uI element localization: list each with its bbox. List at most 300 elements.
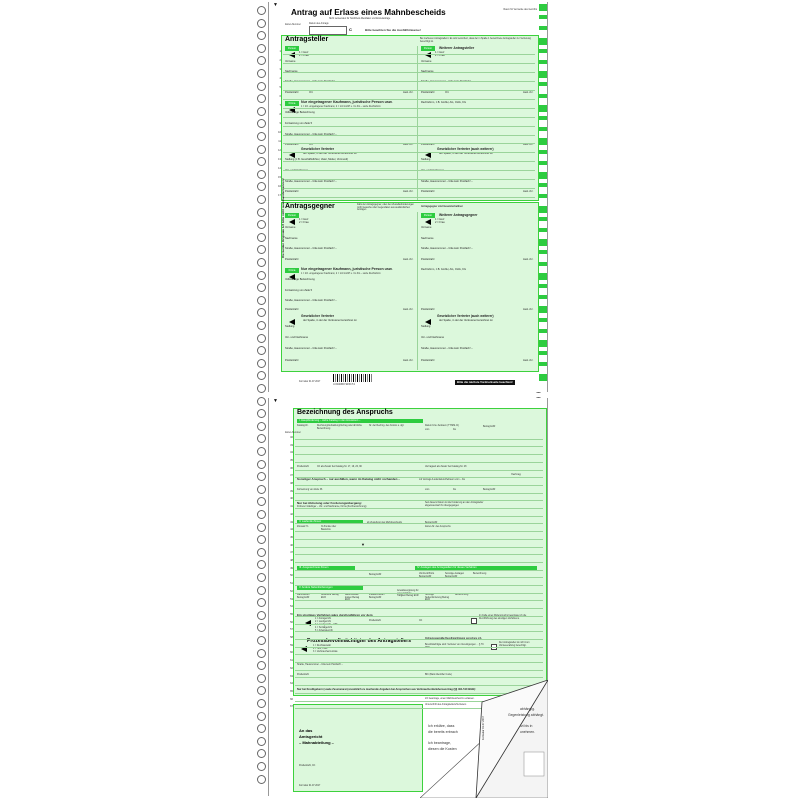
- strip-marker: [539, 49, 547, 53]
- strip-marker: [539, 306, 547, 313]
- ausl-kz-label-3: Ausl.-Kz.: [403, 143, 414, 146]
- strip-marker: [539, 374, 547, 381]
- herr-option: 1 = Herr: [299, 51, 309, 54]
- gesetzlicher-heading-2: Gesetzlicher Vertreter: [301, 314, 334, 318]
- form-row-line: [295, 670, 543, 671]
- an-das: An das: [299, 728, 313, 733]
- katalog-label: Katalog-Nr.: [297, 425, 309, 427]
- form-row-line: [295, 454, 543, 455]
- row-number: 46: [290, 543, 293, 547]
- row-number: 60: [290, 651, 293, 655]
- vom-label-2: vom: [425, 489, 430, 491]
- form-row-line: [295, 508, 543, 509]
- form-row-line: [283, 108, 535, 109]
- strip-marker: [539, 94, 547, 98]
- row-number: 61: [290, 659, 293, 663]
- form-row-line: [283, 81, 535, 82]
- row-number: 58: [290, 636, 293, 640]
- vordruck-label: Vordruck/Porto Betrag EUR: [419, 573, 435, 578]
- ausl-kz-label-7: Ausl.-Kz.: [403, 258, 414, 261]
- ausgerechnet-betrag: Betrag EUR: [369, 574, 382, 576]
- form-row-line: [283, 179, 535, 180]
- betrag-label-2: Betrag EUR: [483, 489, 496, 491]
- sonstiger-heading: Sonstiger Anspruch – nur ausfüllen, wenn im Katalog nicht vorhanden –: [297, 477, 400, 481]
- nachname-label-3: Nachname: [285, 237, 298, 240]
- perforation-hole: [257, 762, 266, 771]
- row-number: 54: [290, 605, 293, 609]
- perforation-hole: [257, 182, 266, 191]
- person-tag-4: Person: [421, 213, 435, 218]
- form-number: Formular 01.07.2017: [299, 381, 321, 383]
- perforation-hole: [257, 258, 266, 267]
- strip-marker: [539, 116, 547, 120]
- gesamtschuldner-label: Antragsgegner sind Gesamtschuldner: [421, 206, 463, 208]
- plz-label-12: Postleitzahl: [421, 359, 435, 362]
- form-row-line: [283, 143, 535, 144]
- row-number: 62: [290, 666, 293, 670]
- perforation-hole: [257, 460, 266, 469]
- strip-marker: [539, 284, 547, 288]
- fortsetzung-36-label: Fortsetzung von Zeile 36: [297, 489, 323, 491]
- strip-marker: [539, 4, 547, 11]
- pointer-triangle-icon-6: [289, 219, 295, 225]
- rechtsform-label: Rechtsform, z.B. GmbH, AG, OHG, KG: [421, 101, 466, 104]
- row-number: 59: [290, 643, 293, 647]
- strasse-label-7: Straße, Hausnummer – bitte kein Postfach! –: [421, 247, 473, 250]
- perforation-hole: [257, 535, 266, 544]
- ausfuell-hint: Bitte beachten Sie die Ausfüllhinweise!: [365, 28, 421, 32]
- pointer-triangle-icon-7: [425, 219, 431, 225]
- row-number: 3: [279, 68, 281, 72]
- row-number: 67: [290, 705, 293, 709]
- row-number: 55: [290, 612, 293, 616]
- row-number: 44: [290, 528, 293, 532]
- weiterer-antragsgegner: Weiterer Antragsgegner: [439, 213, 478, 217]
- ausl-kz-label-4: Ausl.-Kz.: [523, 143, 534, 146]
- strip-marker: [539, 340, 547, 347]
- perforation-hole: [257, 31, 266, 40]
- zinsen-ab-label: ab Zustellung des Mahnbescheids: [367, 522, 402, 524]
- gesetzlicher-heading: Gesetzlicher Vertreter: [301, 147, 334, 151]
- row-number: 16: [278, 184, 281, 188]
- anspruch-heading: Bezeichnung des Anspruchs: [297, 409, 393, 416]
- strip-marker: [539, 250, 547, 254]
- curl-back-2: Gegenleistung abhängt.: [508, 713, 545, 717]
- perforation-hole: [257, 422, 266, 431]
- vom-label: vom: [425, 429, 430, 431]
- ort-label: Ort: [309, 91, 313, 94]
- der-spalte-label-3: der Spalte, in der der Vertretene bezeichnet ist: [303, 319, 357, 322]
- bevollmaechtigter-heading: Prozessbevollmächtigter des Antragstellers: [307, 638, 412, 644]
- form-row-line: [283, 188, 535, 189]
- mahnkosten-label: Mahnkosten Betrag EUR: [297, 594, 310, 599]
- arrow-down-icon-2: ▼: [273, 398, 278, 404]
- row-number: 32: [290, 435, 293, 439]
- perforation-hole: [257, 497, 266, 506]
- strip-marker: [539, 362, 547, 366]
- vollstaendige-label: Vollständige Bezeichnung: [285, 111, 315, 114]
- perforation-hole: [257, 447, 266, 456]
- strip-marker: [539, 26, 547, 30]
- strip-marker: [539, 150, 547, 154]
- perforation-hole: [257, 724, 266, 733]
- strip-marker: [539, 82, 547, 86]
- form-row-line: [283, 54, 535, 55]
- plz-label: Postleitzahl: [285, 91, 299, 94]
- row-number: 38: [290, 482, 293, 486]
- curl-back-3: tzt bis in: [520, 724, 533, 728]
- antragsgegner-hint: Falls der Antragsgegner, oder den Zustellanforderungen nicht Gewerbe oder Gegendaten aus ausländischen Anträgen: [357, 204, 414, 212]
- abtretung-heading: Nur bei Abtretung oder Forderungsübergang:: [297, 501, 362, 505]
- row-number: 35: [290, 458, 293, 462]
- perforation-hole: [257, 649, 266, 658]
- form-row-line: [295, 624, 543, 625]
- row-number: 66: [290, 697, 293, 701]
- bezeichnung-label: Bezeichnung: [473, 573, 487, 575]
- perforation-hole: [257, 674, 266, 683]
- vorname-label-4: Vorname: [421, 226, 432, 229]
- plz-label-s2: Postleitzahl: [297, 674, 309, 676]
- form-row-line: [283, 117, 535, 118]
- frau-option: 2 = Frau: [299, 54, 309, 57]
- vorname-label-3: Vorname: [285, 226, 296, 229]
- person-tag: Person: [285, 46, 299, 51]
- arrow-down-icon-3: ▼: [361, 542, 365, 547]
- frueherer-label: Früherer Gläubiger – Vor- und Nachname, Firma (Kurzbezeichnung): [297, 506, 367, 508]
- bankruecklast-label: Bankrücklast-kosten Betrag EUR: [345, 594, 360, 602]
- ort-label-s2: Ort: [419, 620, 423, 622]
- seit-label: Seit diesem Datum ist die Forderung an den Antragsteller abgetreten/auf ihn übergegangen: [425, 502, 484, 507]
- strasse-label-4: Straße, Hausnummer – bitte kein Postfach! –: [285, 180, 337, 183]
- ort-label-3: Ort: [309, 143, 313, 146]
- row-number: 52: [290, 589, 293, 593]
- row-number: 64: [290, 682, 293, 686]
- perforation-hole: [257, 132, 266, 141]
- streitiges-heading: Ein streitiges Verfahren wäre durchzuführen vor dem: [297, 613, 373, 617]
- pointer-triangle-icon: [289, 52, 295, 58]
- form-row-line: [283, 152, 535, 153]
- strip-marker: [539, 161, 547, 165]
- subtitle: Nicht verwenden für Nordrhein-Westfalen und Einzelanträge: [329, 18, 391, 20]
- perforation-hole: [257, 233, 266, 242]
- plz-label-7: Postleitzahl: [285, 258, 299, 261]
- strip-marker: [539, 295, 547, 299]
- curl-text-1: Ich erkläre, dass: [428, 724, 455, 728]
- court-notes-label: Raum für Vermerke des Gerichts: [503, 9, 537, 11]
- stellung-label-3: Stellung: [285, 325, 295, 328]
- firma-tag-2: Firma: [285, 268, 299, 273]
- plz-label-8: Postleitzahl: [421, 258, 435, 261]
- antragsgegner-heading: Antragsgegner: [285, 203, 335, 210]
- perforation-hole: [257, 485, 266, 494]
- nr-label: Nr. der Rechng. des Kontos u. dgl.: [369, 425, 405, 427]
- strip-marker: [539, 262, 547, 266]
- ausl-kz-label-12: Ausl.-Kz.: [523, 359, 534, 362]
- row-number: 53: [290, 597, 293, 601]
- form-row-line: [295, 547, 543, 548]
- sozialgericht-option: 4 = Sozialgericht: [315, 627, 333, 629]
- form-row-line: [295, 516, 543, 517]
- strip-marker: [539, 329, 547, 333]
- curl-text-3: Ich beantrage,: [428, 741, 451, 745]
- strasse-label-6: Straße, Hausnummer – bitte kein Postfach! –: [285, 247, 337, 250]
- row-number: 45: [290, 535, 293, 539]
- perforation-hole: [257, 107, 266, 116]
- form-number-2: Formular 01.07.2017: [299, 785, 321, 787]
- strip-marker: [539, 60, 547, 64]
- verbraucherzentrale-option: 3 = Verbraucherzentrale: [313, 651, 338, 653]
- row-number: 51: [290, 582, 293, 586]
- pointer-triangle-icon-2: [425, 52, 431, 58]
- row-number: 14: [278, 166, 281, 170]
- firma-tag: Firma: [285, 101, 299, 106]
- perforation-hole: [257, 19, 266, 28]
- perforation-hole: [257, 44, 266, 53]
- perforation-hole: [257, 636, 266, 645]
- plz-label-10: Postleitzahl: [421, 308, 435, 311]
- plz-label-5: Postleitzahl: [285, 190, 299, 193]
- form-row-line: [283, 99, 535, 100]
- form-row-line: [295, 608, 543, 609]
- strasse-label-10: Straße, Hausnummer – bitte kein Postfach! –: [421, 347, 473, 350]
- ort-label-2: Ort: [445, 91, 449, 94]
- form-row-line: [295, 477, 543, 478]
- ordnungs-text: Ordnungsgemäße Bevollmächtigung versichere ich.: [425, 638, 482, 640]
- sonstiger-note: mit Vertrags-/Lieferdatum/Zeitraum vom – bis: [419, 479, 465, 481]
- row-number: 43: [290, 520, 293, 524]
- row-number: 56: [290, 620, 293, 624]
- row-number: 57: [290, 628, 293, 632]
- form-row-line: [283, 161, 535, 162]
- row-number: 41: [290, 505, 293, 509]
- zeilen-label-2: Zeilen-Nummer: [285, 432, 301, 434]
- plz-ort-label: Postleitzahl: [369, 620, 381, 622]
- plz-label-3: Postleitzahl: [285, 143, 299, 146]
- stellung-label-4: Stellung: [421, 325, 431, 328]
- strasse-label-s2: Straße, Hausnummer – bitte kein Postfach! –: [297, 664, 343, 666]
- row-number: 7: [279, 104, 281, 108]
- perforation-hole: [257, 308, 266, 317]
- perforation-hole: [257, 271, 266, 280]
- perforation-hole: [257, 409, 266, 418]
- perforation-hole: [257, 737, 266, 746]
- perforation-hole: [257, 119, 266, 128]
- form-row-line: [283, 170, 535, 171]
- row-number: 50: [290, 574, 293, 578]
- vor-nachname-label-2: Vor- und Nachname: [421, 169, 445, 172]
- perforation-hole: [257, 510, 266, 519]
- herr-option-3: 1 = Herr: [299, 218, 309, 221]
- der-spalte-label: der Spalte, in der der Vertretene bezeichnet ist: [303, 152, 357, 155]
- form-row-line: [295, 523, 543, 524]
- rechtsanwalt-option: 1 = Rechtsanwalt: [313, 645, 331, 647]
- perforation-hole: [257, 611, 266, 620]
- perforation-hole: [257, 82, 266, 91]
- row-number: 37: [290, 474, 293, 478]
- perforation-hole: [257, 346, 266, 355]
- curl-text-2: die bereits erbrach: [428, 730, 458, 734]
- row-number: 10: [278, 131, 281, 135]
- strip-marker: [539, 273, 547, 280]
- vertragsart-label: Vertragsart als Zusatz bei Katalog-Nr. 28: [425, 466, 467, 468]
- person-tag-3: Person: [285, 213, 299, 218]
- betrag-zins-label: Betrag EUR: [425, 522, 438, 524]
- strip-marker: [539, 194, 547, 198]
- page-title: Antrag auf Erlass eines Mahnbescheids: [291, 8, 446, 17]
- mehrere-hint: Bei mehreren Antragstellern: Es wird versichert, dass der in Spalte 1 bezeichnete Antragsteller zur Vertretung berechtigt ist.: [420, 38, 531, 43]
- row-number: 17: [278, 193, 281, 197]
- form-row-line: [295, 639, 543, 640]
- zeilen-label: Zeilen-Nummer: [285, 24, 301, 26]
- row-number: 48: [290, 559, 293, 563]
- arrow-down-icon: ▼: [273, 2, 278, 8]
- datum-label: Datum bzw. Zeitraum (TT.MM.JJ): [425, 425, 459, 427]
- der-spalte-label-4: der Spalte, in der der Vertretene bezeichnet ist: [439, 319, 493, 322]
- strip-marker: [539, 228, 547, 232]
- curl-back-4: unehmen.: [520, 730, 536, 734]
- vertrag-label: Vertrag: [511, 472, 521, 476]
- row-number: 5: [279, 86, 281, 90]
- form-row-line: [295, 500, 543, 501]
- rechtsform-note-2: 1 = Inh. eingetragener Kaufmann, 2 = mit GmbH u. Co KG – siehe Rechtsform: [301, 273, 381, 275]
- antragsteller-section: [281, 35, 539, 201]
- row-number: 2: [279, 59, 281, 63]
- section-hauptforderung: I. Hauptforderung – siehe Katalog in den Hinweisen –: [297, 419, 423, 423]
- bis-label: bis: [453, 429, 456, 431]
- form-row-line: [295, 631, 543, 632]
- strip-marker: [539, 105, 547, 112]
- arbeitsgericht-option: 5 = Arbeitsgericht: [315, 630, 333, 632]
- perforation-hole: [257, 472, 266, 481]
- row-number: 11: [278, 139, 281, 143]
- row-number: 42: [290, 512, 293, 516]
- vorname-label: Vorname: [285, 60, 296, 63]
- betrag-label: Betrag EUR: [483, 426, 496, 428]
- form-row-line: [295, 585, 543, 586]
- rechtsform-label-2: Rechtsform, z.B. GmbH, AG, OHG, KG: [421, 268, 466, 271]
- perforation-hole: [257, 749, 266, 758]
- der-spalte-label-2: der Spalte, in der der Vertretene bezeichnet ist: [439, 152, 493, 155]
- form-row-line: [295, 662, 543, 663]
- herr-option-4: 1 = Herr: [435, 218, 445, 221]
- prozentpunkte-label: %-Punkte über Basiszins: [321, 526, 337, 531]
- color-marker-strip: [539, 4, 547, 394]
- mahnabteilung-label: – Mahnabteilung –: [299, 740, 334, 745]
- ausl-kz-label-9: Ausl.-Kz.: [403, 308, 414, 311]
- ausl-kz-label-5: Ausl.-Kz.: [403, 190, 414, 193]
- strasse-label-5: Straße, Hausnummer – bitte kein Postfach! –: [421, 180, 473, 183]
- section-nebenforderungen: V. Andere Nebenforderungen: [297, 586, 363, 590]
- row-number: 33: [290, 443, 293, 447]
- strasse-label-8: Straße, Hausnummer – bitte kein Postfach! –: [285, 299, 337, 302]
- bis-label-2: bis: [453, 489, 456, 491]
- herr-option-2: 1 = Herr: [435, 51, 445, 54]
- date-field[interactable]: [309, 26, 347, 35]
- vorsteuer-text: Der Antragsteller ist nicht zum Vorsteuerabzug berechtigt.: [499, 642, 530, 647]
- strasse-label-2: Straße, Hausnummer – bitte kein Postfach! –: [421, 80, 473, 83]
- amtsgericht-label: Amtsgericht: [299, 734, 323, 739]
- strip-marker: [539, 71, 547, 78]
- section-zinsen: II. Laufende Zinsen: [297, 520, 363, 524]
- perforation-hole: [257, 321, 266, 330]
- form-row-line: [295, 600, 543, 601]
- perforation-hole: [257, 686, 266, 695]
- form-row-line: [283, 90, 535, 91]
- strip-marker: [539, 127, 547, 131]
- column-divider: [417, 212, 418, 370]
- row-number: 34: [290, 451, 293, 455]
- kaufmann-heading-2: Nur eingetragener Kaufmann, juristische Person usw.: [301, 267, 393, 271]
- perforation-hole: [257, 296, 266, 305]
- side-notice-1: Die beiden Originale 1/2 bitte nicht auseinandertrennen!: [281, 178, 285, 258]
- form-row-line: [283, 63, 535, 64]
- strip-marker: [539, 183, 547, 187]
- strasse-label-9: Straße, Hausnummer – bitte kein Postfach! –: [285, 347, 337, 350]
- amtsgericht-option: 1 = Amtsgericht: [315, 618, 331, 620]
- gesetzlicher-weiterer-heading: Gesetzlicher Vertreter (auch weiterer): [437, 147, 494, 151]
- form-row-line: [283, 72, 535, 73]
- form-row-line: [283, 135, 535, 136]
- landgericht-kfh-option: 3 = Landgericht – KfH: [315, 624, 338, 626]
- perforation-hole: [257, 220, 266, 229]
- fortsetzung-label: Fortsetzung von Zeile 5: [285, 122, 313, 125]
- form-row-line: [295, 446, 543, 447]
- strasse-label: Straße, Hausnummer – bitte kein Postfach! –: [285, 80, 337, 83]
- fortsetzung-label-2: Fortsetzung von Zeile 5: [285, 289, 313, 292]
- row-number: 39: [290, 489, 293, 493]
- bezeichnung-label-2: Bezeichnung: [455, 594, 469, 596]
- strip-marker: [539, 15, 547, 19]
- row-number: 8: [279, 113, 281, 117]
- form-row-line: [295, 485, 543, 486]
- ausl-kz-label-10: Ausl.-Kz.: [523, 308, 534, 311]
- form-row-line: [295, 570, 543, 571]
- perforation-hole: [257, 623, 266, 632]
- sonstige-auslagen-label: Sonstige Auslagen Betrag EUR: [445, 573, 465, 578]
- row-number: 40: [290, 497, 293, 501]
- perforation-hole: [257, 712, 266, 721]
- stellung-label: Stellung (z.B. Geschäftsführer, Vater, Mutter, Vormund): [285, 158, 349, 161]
- unterschrift-label: Unterschrift des Antragstellers/Vertreters: [425, 704, 467, 706]
- barcode-number: 4 004360 915174: [333, 382, 355, 386]
- plz-label-4: Postleitzahl: [421, 143, 435, 146]
- nachname-label: Nachname: [285, 70, 298, 73]
- perforation-hole: [257, 434, 266, 443]
- plz-label-2: Postleitzahl: [421, 91, 435, 94]
- row-number: 4: [279, 77, 281, 81]
- row-number: 49: [290, 566, 293, 570]
- gericht-address-box: [293, 704, 423, 792]
- form-row-line: [283, 126, 535, 127]
- rechtsbeistand-option: 2 = Herr, Frau: [313, 648, 328, 650]
- perforation-hole: [257, 6, 266, 15]
- perforation-hole: [257, 775, 266, 784]
- nachname-label-4: Nachname: [421, 237, 434, 240]
- perforation-hole: [257, 359, 266, 368]
- antrag-statement: Ich beantrage, einen Mahnbescheid zu erlassen.: [425, 698, 475, 700]
- barcode: [333, 374, 373, 382]
- frau-option-3: 2 = Frau: [299, 221, 309, 224]
- perforation-hole: [257, 560, 266, 569]
- perforation-hole: [257, 397, 266, 406]
- curl-box: [524, 752, 544, 776]
- form-row-line: [295, 654, 543, 655]
- vor-nachname-label-3: Vor- und Nachname: [285, 336, 309, 339]
- perforation-hole: [257, 145, 266, 154]
- gesetzlicher-weiterer-heading-2: Gesetzlicher Vertreter (auch weiterer): [437, 314, 494, 318]
- row-number: 13: [278, 157, 281, 161]
- ort-zusatz-label: Ort als Zusatz bei Katalog-Nr. 17, 19, 20, 90: [317, 466, 362, 468]
